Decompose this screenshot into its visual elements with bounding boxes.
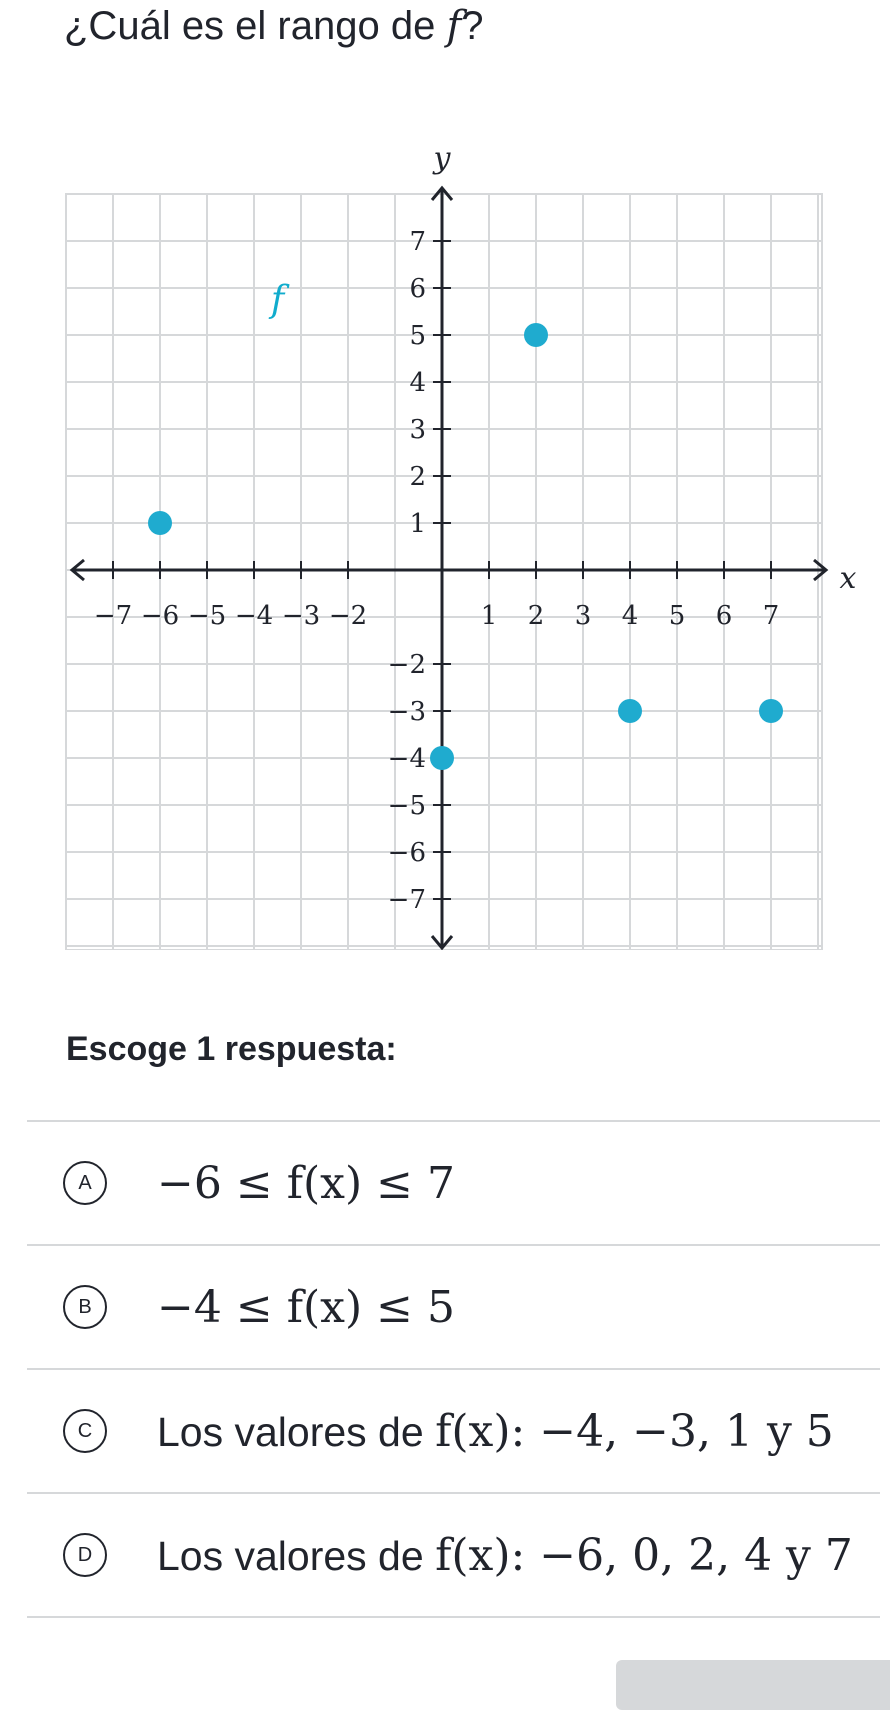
y-axis-label: y <box>433 150 451 176</box>
function-graph <box>0 150 890 955</box>
choice-c-math: f(x): −4, −3, 1 y 5 <box>435 1405 834 1457</box>
answer-choices <box>27 1120 880 1618</box>
grid-border <box>66 194 822 950</box>
x-tick-label: 4 <box>621 601 639 631</box>
data-point <box>148 511 172 535</box>
y-tick-label: −5 <box>387 791 426 821</box>
y-tick-label: 4 <box>409 368 426 398</box>
x-tick-label: −2 <box>328 601 368 631</box>
choice-d-text <box>157 1530 853 1581</box>
x-tick-label: 1 <box>480 601 498 631</box>
choice-c-text <box>157 1406 834 1457</box>
choice-d-label: Los valores de <box>157 1532 436 1579</box>
function-label: f <box>270 279 285 321</box>
choice-b-text <box>157 1282 455 1333</box>
choice-c[interactable] <box>27 1368 880 1492</box>
choice-d[interactable] <box>27 1492 880 1618</box>
x-tick-label: −7 <box>93 601 133 631</box>
choice-a-text <box>157 1158 455 1209</box>
y-tick-label: −2 <box>387 650 426 680</box>
question-var: f <box>446 3 462 49</box>
choice-b-math: −4 ≤ f(x) ≤ 5 <box>157 1281 455 1333</box>
x-tick-label: −5 <box>187 601 227 631</box>
choice-c-label: Los valores de <box>157 1408 436 1455</box>
x-tick-label: 5 <box>668 601 686 631</box>
question-title <box>64 0 484 52</box>
x-tick-label: 3 <box>574 601 592 631</box>
question-suffix: ? <box>461 4 484 48</box>
y-tick-label: 1 <box>409 509 426 539</box>
y-tick-label: 2 <box>409 462 426 492</box>
y-tick-label: 6 <box>409 274 426 304</box>
y-tick-label: 3 <box>409 415 426 445</box>
x-tick-label: 6 <box>715 601 733 631</box>
choice-b[interactable] <box>27 1244 880 1368</box>
choice-c-letter: C <box>63 1409 107 1453</box>
x-tick-label: 7 <box>762 601 780 631</box>
check-button[interactable] <box>616 1660 890 1710</box>
choice-a-letter: A <box>63 1161 107 1205</box>
choice-d-math: f(x): −6, 0, 2, 4 y 7 <box>435 1529 853 1581</box>
data-point <box>618 699 642 723</box>
choice-a[interactable] <box>27 1120 880 1244</box>
y-tick-label: −3 <box>387 697 426 727</box>
data-point <box>759 699 783 723</box>
choice-b-letter: B <box>63 1285 107 1329</box>
y-tick-label: −7 <box>387 885 426 915</box>
data-point <box>430 746 454 770</box>
y-tick-label: 5 <box>409 321 426 351</box>
choice-a-math: −6 ≤ f(x) ≤ 7 <box>157 1157 455 1209</box>
y-tick-label: 7 <box>409 227 426 257</box>
graph-svg <box>0 150 890 950</box>
x-axis-label: x <box>839 561 857 596</box>
choice-d-letter: D <box>63 1533 107 1577</box>
x-tick-label: −6 <box>140 601 180 631</box>
answer-prompt: Escoge 1 respuesta: <box>66 1030 397 1068</box>
y-tick-label: −6 <box>387 838 426 868</box>
x-tick-label: 2 <box>527 601 545 631</box>
x-tick-label: −3 <box>281 601 321 631</box>
x-tick-label: −4 <box>234 601 274 631</box>
data-point <box>524 323 548 347</box>
question-prefix: ¿Cuál es el rango de <box>64 4 447 48</box>
y-tick-label: −4 <box>387 744 426 774</box>
